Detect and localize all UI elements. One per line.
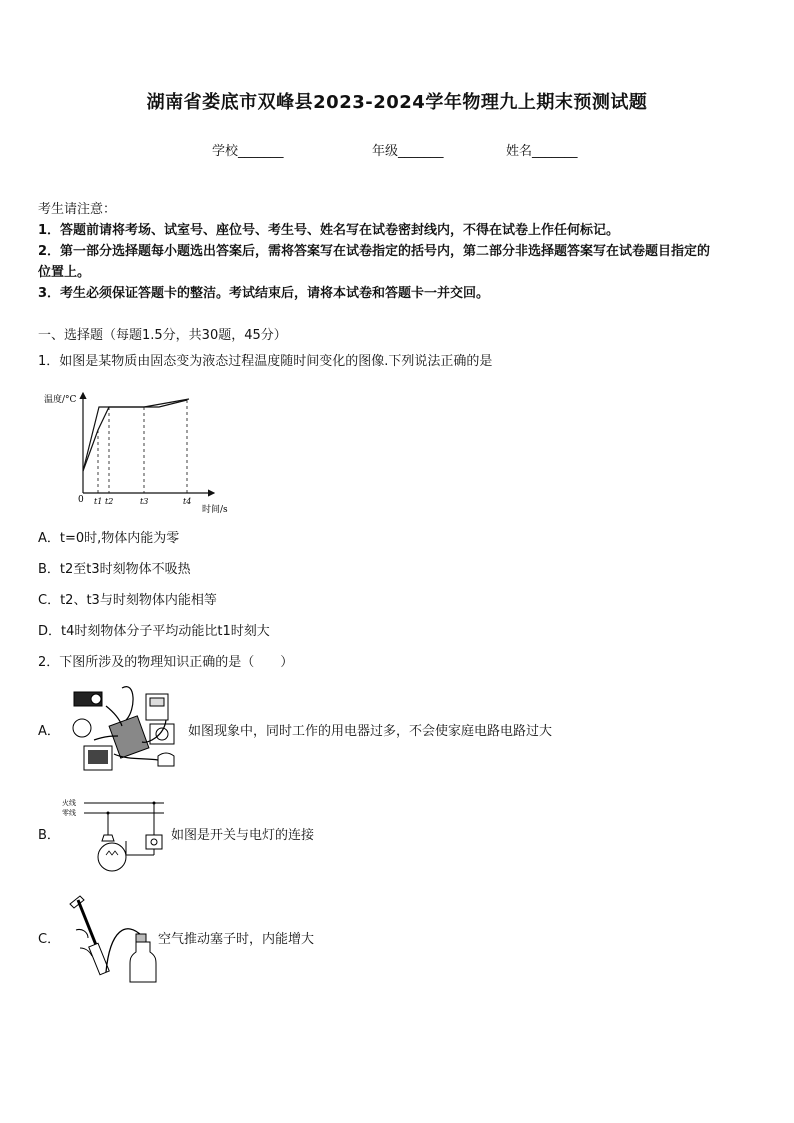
graph-ylabel: 温度/°C bbox=[44, 395, 77, 405]
notice-item-2-cont: 位置上。 bbox=[38, 265, 91, 280]
neutral-wire-label: 零线 bbox=[62, 809, 76, 817]
graph-origin: 0 bbox=[78, 495, 84, 505]
bottle bbox=[130, 942, 156, 982]
notice-heading: 考生请注意： bbox=[38, 202, 117, 217]
q1-option-b[interactable] bbox=[38, 560, 191, 580]
school-field[interactable]: 学校_______ bbox=[212, 144, 284, 159]
q1-option-c[interactable] bbox=[38, 591, 217, 611]
option-letter: C． bbox=[38, 593, 61, 608]
option-letter: A． bbox=[38, 531, 60, 546]
q2-option-b-letter[interactable]: B． bbox=[38, 828, 60, 843]
q1-option-d[interactable] bbox=[38, 622, 270, 642]
notice-item-3: 3．考生必须保证答题卡的整洁。考试结束后，请将本试卷和答题卡一并交回。 bbox=[38, 286, 490, 301]
notice-item-2: 2．第一部分选择题每小题选出答案后，需将答案写在试卷指定的括号内，第二部分非选择题答案写在试卷题目指定的 bbox=[38, 244, 711, 259]
q1-option-a[interactable] bbox=[38, 529, 179, 549]
curve-part-1 bbox=[83, 399, 189, 471]
option-letter: D． bbox=[38, 624, 62, 639]
power-strip bbox=[109, 716, 149, 758]
option-text: t4时刻物体分子平均动能比t1时刻大 bbox=[61, 624, 270, 639]
q2-option-a-letter[interactable]: A． bbox=[38, 724, 60, 739]
grade-field[interactable]: 年级_______ bbox=[372, 144, 444, 159]
notice-item-1: 1．答题前请将考场、试室号、座位号、考生号、姓名写在试卷密封线内，不得在试卷上作任何标记。 bbox=[38, 223, 620, 238]
live-wire-label: 火线 bbox=[62, 799, 76, 807]
tick-t2: t2 bbox=[105, 497, 114, 506]
bulb bbox=[98, 843, 126, 871]
tick-t3: t3 bbox=[140, 497, 149, 506]
q2-option-c-text[interactable]: 空气推动塞子时，内能增大 bbox=[158, 932, 315, 947]
q2-option-c-letter[interactable]: C． bbox=[38, 932, 61, 947]
name-field[interactable]: 姓名_______ bbox=[506, 144, 578, 159]
switch-lamp-circuit bbox=[60, 795, 170, 877]
option-text: t2、t3与时刻物体内能相等 bbox=[60, 593, 217, 608]
option-text: t2至t3时刻物体不吸热 bbox=[59, 562, 191, 577]
graph-xlabel: 时间/s bbox=[202, 505, 228, 515]
lamp-holder bbox=[102, 835, 114, 841]
pump-bottle-illustration bbox=[66, 890, 160, 986]
overloaded-socket-illustration bbox=[66, 680, 186, 778]
option-text: t=0时,物体内能为零 bbox=[59, 531, 180, 546]
option-letter: B． bbox=[38, 562, 60, 577]
q2-option-a-text[interactable]: 如图现象中，同时工作的用电器过多，不会使家庭电路电路过大 bbox=[188, 724, 553, 739]
temperature-time-graph bbox=[42, 385, 242, 520]
section-heading: 一、选择题（每题1.5分，共30题，45分） bbox=[38, 328, 287, 343]
stopper bbox=[136, 934, 146, 942]
hand bbox=[76, 929, 92, 956]
kettle bbox=[158, 753, 174, 766]
q1-stem: 1．如图是某物质由固态变为液态过程温度随时间变化的图像.下列说法正确的是 bbox=[38, 354, 493, 369]
q2-option-b-text[interactable]: 如图是开关与电灯的连接 bbox=[171, 828, 315, 843]
page-title: 湖南省娄底市双峰县2023-2024学年物理九上期末预测试题 bbox=[146, 92, 648, 113]
fan bbox=[73, 719, 91, 737]
q2-stem: 2．下图所涉及的物理知识正确的是（ ） bbox=[38, 655, 294, 670]
tick-t4: t4 bbox=[183, 497, 192, 506]
tick-t1: t1 bbox=[94, 497, 103, 506]
